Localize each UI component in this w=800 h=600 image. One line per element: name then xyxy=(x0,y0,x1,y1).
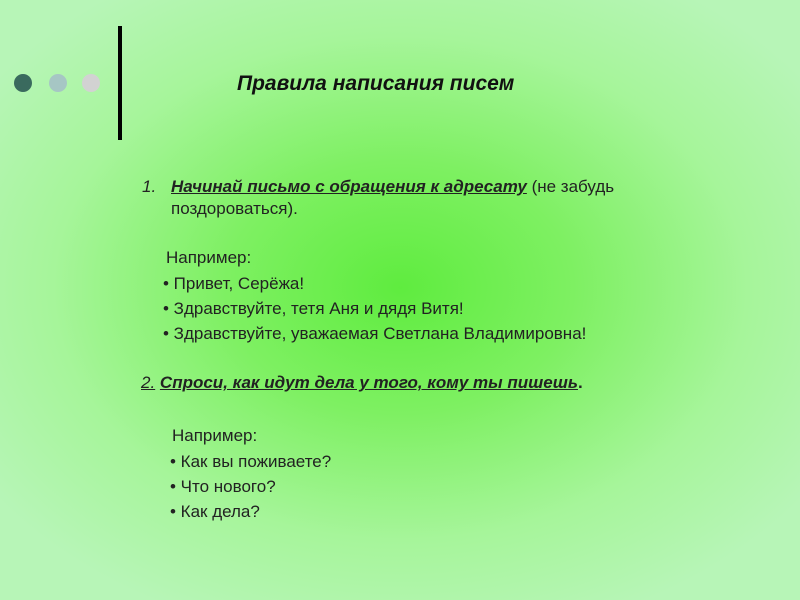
rule-1-emphasis: Начинай письмо с обращения к адресату xyxy=(171,177,527,196)
slide-title: Правила написания писем xyxy=(237,72,515,95)
example-2-item: • Что нового? xyxy=(170,477,276,496)
example-1-item: • Здравствуйте, тетя Аня и дядя Витя! xyxy=(163,299,464,318)
example-1-item: • Здравствуйте, уважаемая Светлана Владимировна! xyxy=(163,324,587,343)
example-1-item: • Привет, Серёжа! xyxy=(163,274,305,293)
rule-1-body xyxy=(171,176,741,220)
rule-2 xyxy=(141,372,583,394)
example-1-label: Например: xyxy=(166,248,252,267)
example-2-item: • Как дела? xyxy=(170,502,260,521)
rule-2-emphasis: Спроси, как идут дела у того, кому ты пишешь xyxy=(159,373,578,392)
rule-1-number: 1. xyxy=(142,177,157,196)
rule-1-rest: (не забудь поздороваться). xyxy=(171,177,615,218)
rule-2-rest: . xyxy=(577,373,583,392)
rule-2-number: 2. xyxy=(141,373,156,392)
example-2-label: Например: xyxy=(172,426,258,445)
example-2-item: • Как вы поживаете? xyxy=(170,452,332,471)
